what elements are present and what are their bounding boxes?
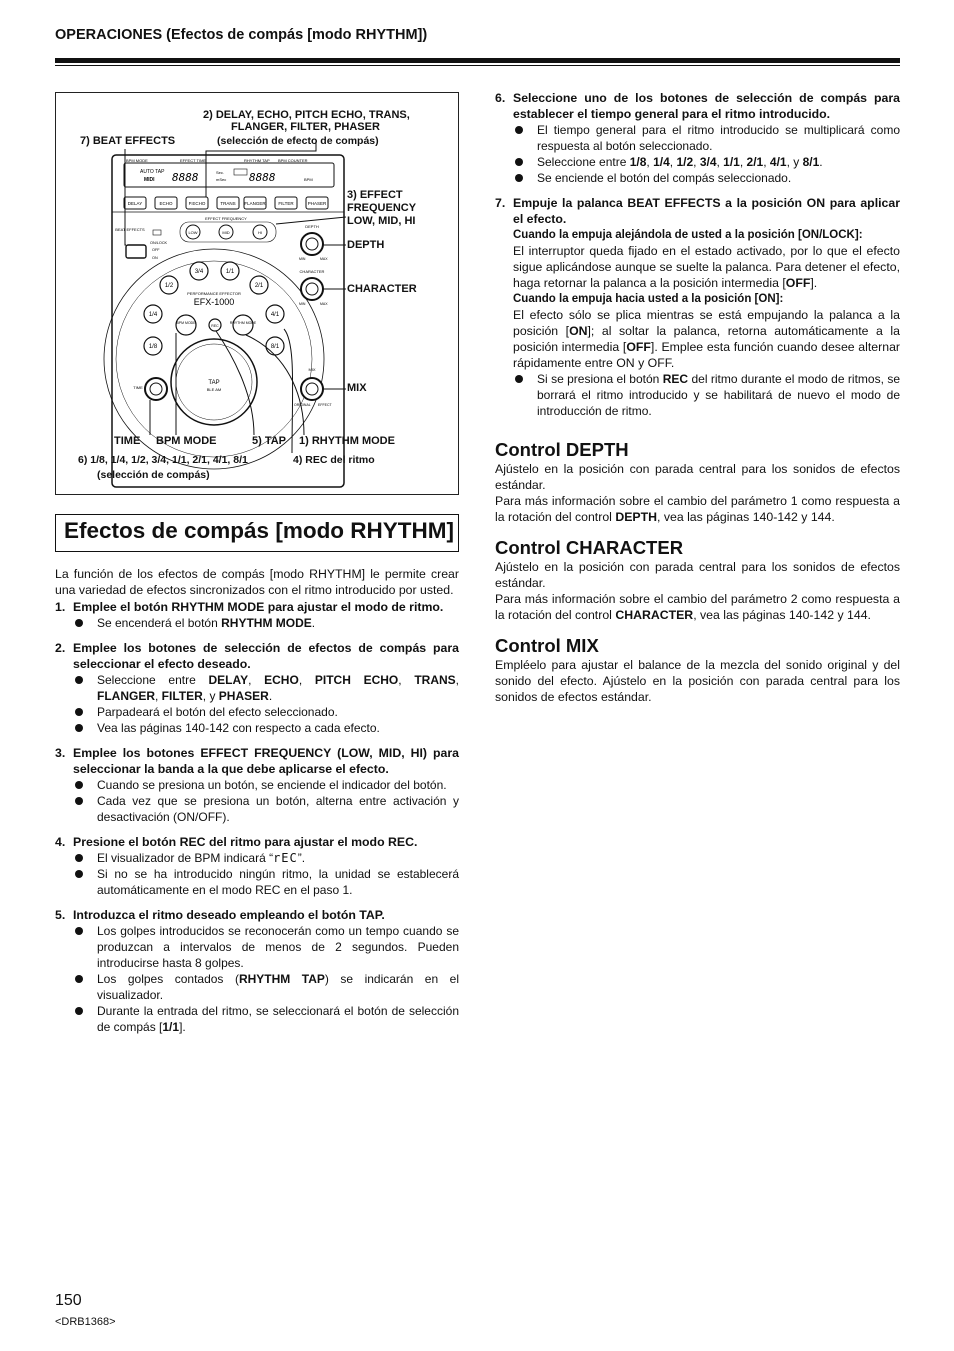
- callout-1-rhythm-mode: 1) RHYTHM MODE: [299, 435, 395, 447]
- callout-5-tap: 5) TAP: [252, 435, 287, 447]
- step-7: 7. Empuje la palanca BEAT EFFECTS a la posición ON para aplicar el efecto.: [495, 196, 900, 226]
- step-2-bullet-1: Seleccione entre DELAY, ECHO, PITCH ECHO, TRANS, FLANGER, FILTER, y PHASER.: [55, 672, 459, 704]
- freq-hi: HI: [258, 230, 262, 235]
- lever-on: ON: [152, 256, 158, 260]
- fx-btn-echo: ECHO: [159, 201, 173, 206]
- step-2-bullet-2: Parpadeará el botón del efecto seleccionado.: [55, 704, 459, 720]
- step-1-bullet: Se encenderá el botón RHYTHM MODE.: [55, 615, 459, 631]
- lever-label: BEAT EFFECTS: [115, 227, 145, 232]
- disp-msec: mSec: [216, 177, 227, 182]
- step-4: 4. Presione el botón REC del ritmo para ajustar el modo REC.: [55, 835, 418, 849]
- step-3-bullet-2: Cada vez que se presiona un botón, alterna entre activación y desactivación (ON/OFF).: [55, 793, 459, 825]
- step-3-bullet-1: Cuando se presiona un botón, se enciende el indicador del botón.: [55, 777, 459, 793]
- freq-title: EFFECT FREQUENCY: [205, 216, 247, 221]
- step-7-onlock-text: El interruptor queda fijado en el estado activado, por lo que el efecto sigue aplicándose aunque se suelte la palanca. Para detener el efecto, haga retornar la palanca a la posición intermedia [OFF].: [513, 244, 900, 290]
- step-5-bullet-1: Los golpes introducidos se reconocerán como un tempo cuando se produzcan a intervalos de menos de 2 segundos. Pueden introducirse hasta 8 golpes.: [55, 923, 459, 971]
- fx-btn-flanger: FLANGER: [244, 201, 266, 206]
- ring-btn-4-1: 4/1: [270, 312, 280, 318]
- ring-btn-8-1: 8/1: [270, 344, 280, 350]
- fx-btn-filter: FILTER: [278, 201, 294, 206]
- step-5-bullet-2: Los golpes contados (RHYTHM TAP) se indicarán en el visualizador.: [55, 971, 459, 1003]
- ring-btn-1-2: 1/2: [164, 283, 174, 289]
- callout-mix: MIX: [347, 382, 367, 394]
- step-7-bullet: Si se presiona el botón REC del ritmo durante el modo de ritmos, se borrará el ritmo introducido y se habilitará de nuevo el modo de introducción de ritmo.: [495, 371, 900, 419]
- callout-7-beat-effects: 7) BEAT EFFECTS: [80, 135, 176, 147]
- callout-time: TIME: [114, 435, 141, 447]
- callout-2-line3: (selección de efecto de compás): [217, 135, 379, 147]
- section-title: Efectos de compás [modo RHYTHM]: [64, 518, 455, 543]
- step-5: 5. Introduzca el ritmo deseado empleando el botón TAP.: [55, 908, 385, 922]
- ring-btn-1-4: 1/4: [148, 312, 158, 318]
- depth-knob-label: DEPTH: [305, 224, 319, 229]
- disp-bpm: BPM: [304, 177, 313, 182]
- step-5-bullet-3: Durante la entrada del ritmo, se seleccionará el botón de selección de compás [1/1].: [55, 1003, 459, 1035]
- btn-rhythm-mode: RHYTHM MODE: [229, 321, 257, 325]
- step-7-on-text: El efecto sólo se plica mientras se está empujando la palanca a la posición [ON]; al soltar la palanca, retorna automáticamente a la posición intermedia [OFF]. Emplee esta función cuando desee alternar rápidamente entre ON y OFF.: [513, 308, 901, 370]
- character-p2: Para más información sobre el cambio del parámetro 2 como respuesta a la rotación del control CHARACTER, vea las páginas 140-142 y 144.: [495, 592, 900, 622]
- fx-btn-phaser: PHASER: [307, 201, 327, 206]
- fx-btn-delay: DELAY: [127, 201, 143, 206]
- btn-rec: REC: [211, 324, 219, 328]
- depth-p2: Para más información sobre el cambio del parámetro 1 como respuesta a la rotación del control DEPTH, vea las páginas 140-142 y 144.: [495, 494, 900, 524]
- step-4-bullet-2: Si no se ha introducido ningún ritmo, la unidad se establecerá automáticamente en el modo REC en el paso 1.: [55, 866, 459, 898]
- disp-midi: MIDI: [144, 177, 155, 183]
- device-diagram: [55, 92, 459, 495]
- lever-onlock: ON/LOCK: [150, 241, 168, 245]
- callout-3-line3: LOW, MID, HI: [347, 215, 416, 227]
- running-header: OPERACIONES (Efectos de compás [modo RHYTHM]): [55, 27, 428, 43]
- callout-6-line1: 6) 1/8, 1/4, 1/2, 3/4, 1/1, 2/1, 4/1, 8/1: [78, 454, 248, 466]
- lever-off: OFF: [152, 248, 160, 252]
- depth-max: MAX: [320, 257, 328, 261]
- step-7-sub-on: Cuando la empuja hacia usted a la posición [ON]:: [513, 293, 784, 305]
- callout-6-line2: (selección de compás): [97, 469, 210, 481]
- bpm-rec-segment-text: rEC: [273, 851, 298, 865]
- callout-depth: DEPTH: [347, 239, 385, 251]
- fx-btn-trans: TRANS: [220, 201, 236, 206]
- ring-btn-3-4: 3/4: [194, 269, 204, 275]
- freq-low: LOW: [188, 230, 198, 235]
- step-4-bullet-1: El visualizador de BPM indicará “rEC”.: [55, 850, 459, 866]
- mix-effect: EFFECT: [318, 403, 332, 407]
- tap-pad-label: TAP: [208, 380, 220, 386]
- mix-knob-label: MIX: [308, 367, 316, 372]
- step-2: 2. Emplee los botones de selección de efectos de compás para seleccionar el efecto deseado.: [55, 641, 459, 671]
- header-rule-thin: [55, 65, 900, 66]
- brand-name: EFX-1000: [193, 297, 235, 307]
- disp-digits-left: 8888: [172, 171, 199, 184]
- ring-btn-1-1: 1/1: [225, 269, 235, 275]
- character-p1: Ajústelo en la posición con parada central para los sonidos de efectos estándar.: [495, 560, 900, 590]
- tap-pad-sub: BLE AM: [206, 387, 222, 392]
- page-number: 150: [55, 1292, 82, 1309]
- left-column: [55, 566, 459, 1035]
- disp-sec: Sec.: [216, 170, 225, 175]
- brand-small: PERFORMANCE EFFECTOR: [187, 291, 241, 296]
- intro-paragraph: La función de los efectos de compás [modo RHYTHM] le permite crear una variedad de efectos sincronizados con el ritmo introducido por usted.: [55, 567, 459, 597]
- depth-min: MIN: [299, 257, 306, 261]
- right-column: [495, 89, 900, 705]
- character-heading: Control CHARACTER: [495, 537, 684, 558]
- callout-3-line2: FREQUENCY: [347, 202, 417, 214]
- disp-label-effect-time: EFFECT TIME: [180, 158, 207, 163]
- step-6: 6. Seleccione uno de los botones de selección de compás para establecer el tiempo general para el ritmo introducido.: [495, 91, 900, 121]
- character-max: MAX: [320, 302, 328, 306]
- callout-character: CHARACTER: [347, 283, 417, 295]
- mix-original: ORIGINAL: [294, 403, 311, 407]
- callout-2-line1: 2) DELAY, ECHO, PITCH ECHO, TRANS,: [203, 109, 410, 121]
- step-6-bullet-2: Seleccione entre 1/8, 1/4, 1/2, 3/4, 1/1, 2/1, 4/1, y 8/1.: [495, 154, 900, 170]
- callout-bpm-mode: BPM MODE: [156, 435, 217, 447]
- callout-4-rec: 4) REC del ritmo: [293, 454, 375, 466]
- fx-btn-pecho: P.ECHO: [188, 201, 206, 206]
- step-7-body: [495, 227, 900, 371]
- step-3: 3. Emplee los botones EFFECT FREQUENCY (LOW, MID, HI) para seleccionar la banda a la que debe aplicarse el efecto.: [55, 746, 459, 776]
- ring-btn-1-8: 1/8: [148, 344, 158, 350]
- section-title-box: [55, 514, 459, 552]
- time-knob-label: TIME: [133, 385, 143, 390]
- mix-heading: Control MIX: [495, 635, 599, 656]
- callout-3-line1: 3) EFFECT: [347, 189, 403, 201]
- document-code: <DRB1368>: [55, 1316, 116, 1328]
- step-7-sub-onlock: Cuando la empuja alejándola de usted a la posición [ON/LOCK]:: [513, 229, 863, 241]
- character-min: MIN: [299, 302, 306, 306]
- step-1: 1. Emplee el botón RHYTHM MODE para ajustar el modo de ritmo.: [55, 600, 444, 614]
- btn-bpm-mode: BPM MODE: [176, 321, 196, 325]
- step-2-bullet-3: Vea las páginas 140-142 con respecto a cada efecto.: [55, 720, 459, 736]
- disp-label-bpm-mode: BPM MODE: [126, 158, 148, 163]
- disp-label-bpm-counter: BPM COUNTER: [278, 158, 308, 163]
- ring-btn-2-1: 2/1: [254, 283, 264, 289]
- step-6-bullet-1: El tiempo general para el ritmo introducido se multiplicará como respuesta al botón seleccionado.: [495, 122, 900, 154]
- mix-p1: Empléelo para ajustar el balance de la mezcla del sonido original y del sonido del efecto. Ajústelo en la posición con parada central para los sonidos de efectos estándar.: [495, 658, 900, 704]
- character-knob-label: CHARACTER: [299, 269, 325, 274]
- freq-mid: MID: [222, 230, 230, 235]
- depth-heading: Control DEPTH: [495, 439, 629, 460]
- callout-2-line2: FLANGER, FILTER, PHASER: [231, 121, 380, 133]
- depth-p1: Ajústelo en la posición con parada central para los sonidos de efectos estándar.: [495, 462, 900, 492]
- header-rule-thick: [55, 58, 900, 63]
- disp-digits-right: 8888: [249, 171, 276, 184]
- step-6-bullet-3: Se enciende el botón del compás seleccionado.: [495, 170, 900, 186]
- disp-auto-tap: AUTO TAP: [140, 169, 165, 175]
- disp-label-rhythm-tap: RHYTHM TAP: [244, 158, 270, 163]
